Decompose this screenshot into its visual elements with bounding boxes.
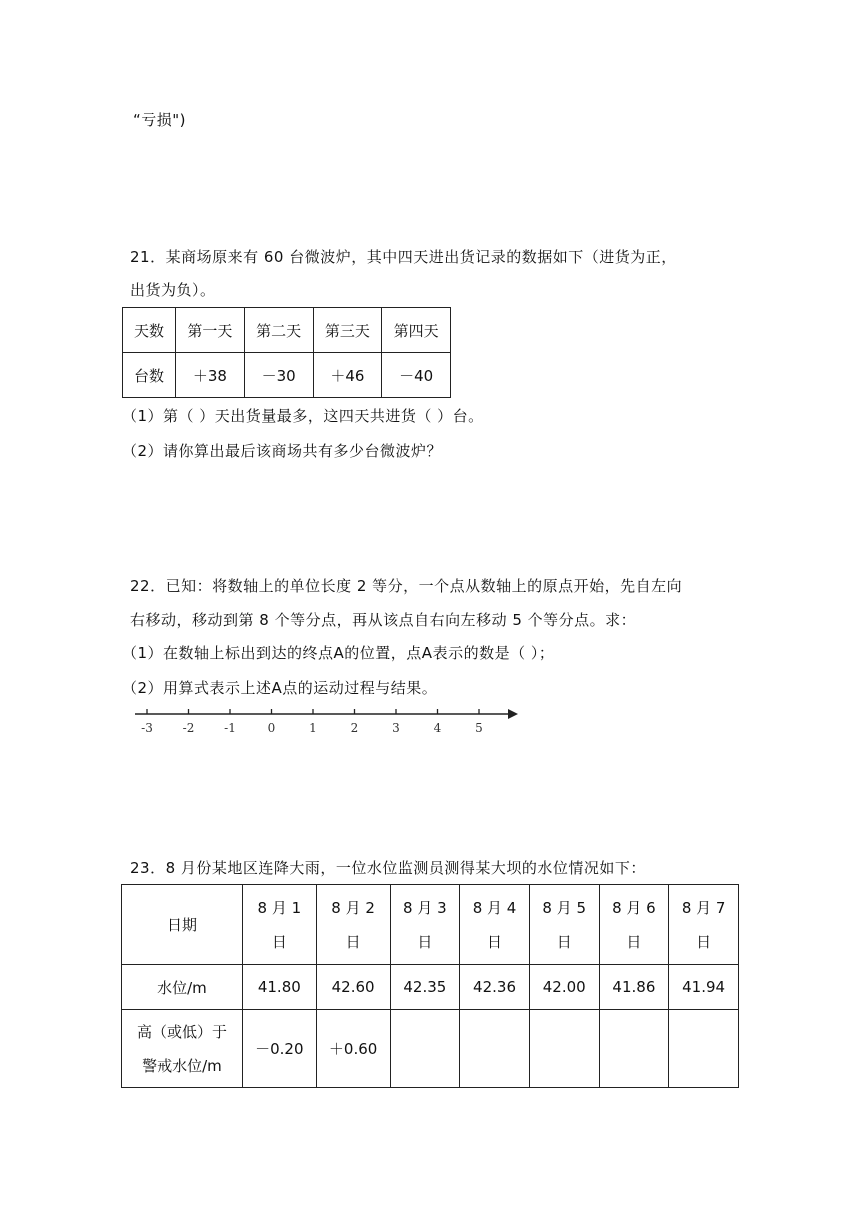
number-line-label: 4 [433,721,442,735]
table-cell [599,1010,669,1088]
table-cell: 第四天 [382,308,451,353]
table-cell: 8 月 1 日 [242,885,316,965]
table-cell: 42.35 [390,965,460,1010]
table-cell: －30 [244,353,313,398]
table-cell: ＋38 [176,353,245,398]
table-cell: 天数 [123,308,176,353]
number-line-label: -2 [182,721,195,735]
table-cell: 第二天 [244,308,313,353]
q21-sub1: （1）第（ ）天出货量最多，这四天共进货（ ）台。 [122,407,484,425]
q22-text-line2: 右移动，移动到第 8 个等分点，再从该点自右向左移动 5 个等分点。求： [130,611,637,629]
number-line-label: 2 [350,721,359,735]
table-cell: 第一天 [176,308,245,353]
q21-text-line2: 出货为负）。 [130,281,216,299]
table-cell: 台数 [123,353,176,398]
number-line-label: 1 [309,721,317,735]
arrow-head-icon [508,709,518,719]
table-cell [529,1010,599,1088]
table-cell: 8 月 5 日 [529,885,599,965]
table-cell: 41.86 [599,965,669,1010]
table-cell: 42.60 [316,965,390,1010]
table-row [122,965,739,1010]
table-cell: ＋0.60 [316,1010,390,1088]
number-line-label: -1 [224,721,236,735]
q23-table [121,884,739,1088]
q22-sub2: （2）用算式表示上述A点的运动过程与结果。 [122,679,438,697]
q22-sub1: （1）在数轴上标出到达的终点A的位置，点A表示的数是（ ）； [122,644,555,662]
number-line [130,700,530,740]
previous-question-tail: “亏损") [133,111,187,129]
number-line-label: 0 [267,721,276,735]
number-line-label: 3 [392,721,400,735]
table-cell: 41.94 [669,965,739,1010]
table-cell: 第三天 [313,308,382,353]
table-cell [390,1010,460,1088]
q21-table [122,307,451,398]
table-cell: 8 月 6 日 [599,885,669,965]
table-cell: 8 月 4 日 [460,885,530,965]
table-cell: 8 月 3 日 [390,885,460,965]
table-cell: －0.20 [242,1010,316,1088]
table-cell: ＋46 [313,353,382,398]
table-cell: 水位/m [122,965,243,1010]
table-cell: 8 月 7 日 [669,885,739,965]
table-cell: 日期 [122,885,243,965]
table-cell: 41.80 [242,965,316,1010]
table-cell [460,1010,530,1088]
table-row [122,1010,739,1088]
number-line-label: -3 [141,721,153,735]
table-cell [669,1010,739,1088]
table-cell: 高（或低）于 警戒水位/m [122,1010,243,1088]
table-cell: 8 月 2 日 [316,885,390,965]
q23-text-line1: 23．8 月份某地区连降大雨，一位水位监测员测得某大坝的水位情况如下： [130,859,646,877]
q21-text-line1: 21．某商场原来有 60 台微波炉，其中四天进出货记录的数据如下（进货为正， [130,248,677,266]
table-row [122,885,739,965]
table-cell: －40 [382,353,451,398]
table-cell: 42.00 [529,965,599,1010]
table-cell: 42.36 [460,965,530,1010]
table-row [123,308,451,353]
q22-text-line1: 22．已知：将数轴上的单位长度 2 等分，一个点从数轴上的原点开始，先自左向 [130,577,683,595]
table-row [123,353,451,398]
number-line-label: 5 [475,721,483,735]
q21-sub2: （2）请你算出最后该商场共有多少台微波炉？ [122,442,443,460]
